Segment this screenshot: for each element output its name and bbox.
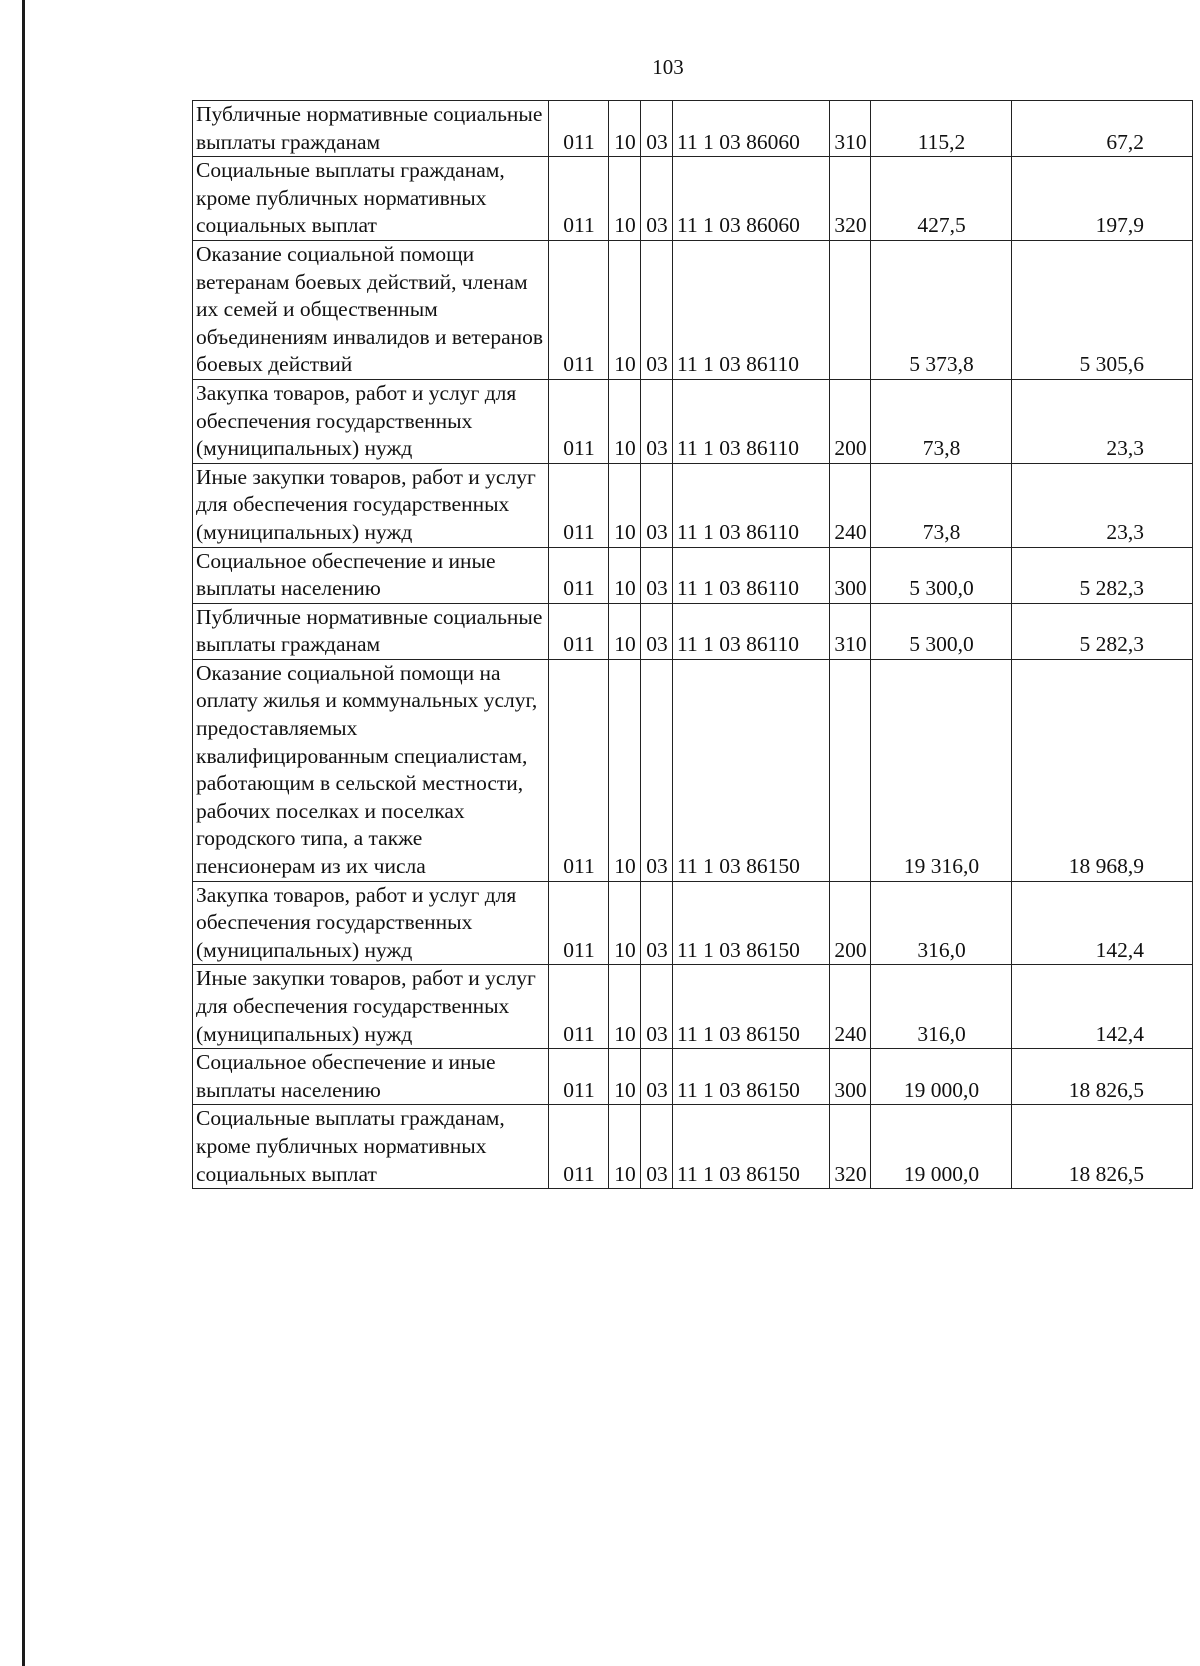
section-code-cell: 10 — [609, 240, 641, 379]
subsection-code-cell: 03 — [641, 1049, 673, 1105]
ministry-code-cell: 011 — [549, 1105, 609, 1189]
amount-executed-cell: 18 826,5 — [1012, 1049, 1193, 1105]
name-cell: Социальные выплаты гражданам, кроме публичных нормативных социальных выплат — [193, 157, 549, 241]
table-row — [193, 881, 1193, 965]
section-code-cell: 10 — [609, 1049, 641, 1105]
expense-type-cell: 240 — [830, 965, 871, 1049]
amount-planned-cell: 5 300,0 — [871, 603, 1012, 659]
amount-planned-cell: 316,0 — [871, 965, 1012, 1049]
ministry-code-cell: 011 — [549, 157, 609, 241]
target-article-cell: 11 1 03 86150 — [673, 965, 830, 1049]
target-article-cell: 11 1 03 86150 — [673, 1105, 830, 1189]
table-row — [193, 240, 1193, 379]
ministry-code-cell: 011 — [549, 463, 609, 547]
table-row — [193, 603, 1193, 659]
subsection-code-cell: 03 — [641, 379, 673, 463]
name-cell: Оказание социальной помощи ветеранам боевых действий, членам их семей и общественным объединениям инвалидов и ветеранов боевых действий — [193, 240, 549, 379]
amount-executed-cell: 5 282,3 — [1012, 547, 1193, 603]
section-code-cell: 10 — [609, 659, 641, 881]
binding-line — [22, 0, 25, 1666]
section-code-cell: 10 — [609, 547, 641, 603]
target-article-cell: 11 1 03 86060 — [673, 157, 830, 241]
expense-type-cell: 200 — [830, 881, 871, 965]
section-code-cell: 10 — [609, 379, 641, 463]
subsection-code-cell: 03 — [641, 547, 673, 603]
ministry-code-cell: 011 — [549, 881, 609, 965]
amount-executed-cell: 23,3 — [1012, 379, 1193, 463]
ministry-code-cell: 011 — [549, 547, 609, 603]
subsection-code-cell: 03 — [641, 603, 673, 659]
subsection-code-cell: 03 — [641, 659, 673, 881]
amount-executed-cell: 142,4 — [1012, 965, 1193, 1049]
amount-planned-cell: 73,8 — [871, 379, 1012, 463]
amount-planned-cell: 5 373,8 — [871, 240, 1012, 379]
budget-table — [192, 100, 1193, 1189]
target-article-cell: 11 1 03 86150 — [673, 1049, 830, 1105]
section-code-cell: 10 — [609, 603, 641, 659]
amount-executed-cell: 5 305,6 — [1012, 240, 1193, 379]
section-code-cell: 10 — [609, 463, 641, 547]
subsection-code-cell: 03 — [641, 157, 673, 241]
expense-type-cell: 300 — [830, 1049, 871, 1105]
name-cell: Социальное обеспечение и иные выплаты населению — [193, 1049, 549, 1105]
subsection-code-cell: 03 — [641, 101, 673, 157]
table-row — [193, 1049, 1193, 1105]
target-article-cell: 11 1 03 86110 — [673, 240, 830, 379]
subsection-code-cell: 03 — [641, 463, 673, 547]
name-cell: Иные закупки товаров, работ и услуг для обеспечения государственных (муниципальных) нужд — [193, 965, 549, 1049]
table-row — [193, 1105, 1193, 1189]
subsection-code-cell: 03 — [641, 881, 673, 965]
target-article-cell: 11 1 03 86110 — [673, 547, 830, 603]
table-row — [193, 101, 1193, 157]
amount-planned-cell: 5 300,0 — [871, 547, 1012, 603]
table-row — [193, 379, 1193, 463]
target-article-cell: 11 1 03 86110 — [673, 463, 830, 547]
ministry-code-cell: 011 — [549, 240, 609, 379]
expense-type-cell: 310 — [830, 101, 871, 157]
ministry-code-cell: 011 — [549, 1049, 609, 1105]
amount-executed-cell: 23,3 — [1012, 463, 1193, 547]
name-cell: Оказание социальной помощи на оплату жилья и коммунальных услуг, предоставляемых квалифицированным специалистам, работающим в сельской местности, рабочих поселках и поселках городского типа, а также пенсионерам из их числа — [193, 659, 549, 881]
amount-planned-cell: 73,8 — [871, 463, 1012, 547]
subsection-code-cell: 03 — [641, 1105, 673, 1189]
expense-type-cell: 200 — [830, 379, 871, 463]
expense-type-cell — [830, 659, 871, 881]
name-cell: Социальное обеспечение и иные выплаты населению — [193, 547, 549, 603]
ministry-code-cell: 011 — [549, 965, 609, 1049]
page-number: 103 — [652, 55, 684, 79]
amount-planned-cell: 19 000,0 — [871, 1049, 1012, 1105]
expense-type-cell: 320 — [830, 157, 871, 241]
name-cell: Иные закупки товаров, работ и услуг для обеспечения государственных (муниципальных) нужд — [193, 463, 549, 547]
name-cell: Закупка товаров, работ и услуг для обеспечения государственных (муниципальных) нужд — [193, 379, 549, 463]
amount-executed-cell: 142,4 — [1012, 881, 1193, 965]
amount-planned-cell: 19 000,0 — [871, 1105, 1012, 1189]
amount-executed-cell: 67,2 — [1012, 101, 1193, 157]
section-code-cell: 10 — [609, 101, 641, 157]
target-article-cell: 11 1 03 86150 — [673, 881, 830, 965]
section-code-cell: 10 — [609, 881, 641, 965]
section-code-cell: 10 — [609, 1105, 641, 1189]
target-article-cell: 11 1 03 86150 — [673, 659, 830, 881]
expense-type-cell: 300 — [830, 547, 871, 603]
expense-type-cell: 240 — [830, 463, 871, 547]
subsection-code-cell: 03 — [641, 965, 673, 1049]
subsection-code-cell: 03 — [641, 240, 673, 379]
table-row — [193, 157, 1193, 241]
amount-planned-cell: 19 316,0 — [871, 659, 1012, 881]
table-row — [193, 965, 1193, 1049]
table-row — [193, 547, 1193, 603]
expense-type-cell: 320 — [830, 1105, 871, 1189]
section-code-cell: 10 — [609, 157, 641, 241]
amount-planned-cell: 316,0 — [871, 881, 1012, 965]
name-cell: Публичные нормативные социальные выплаты гражданам — [193, 603, 549, 659]
amount-executed-cell: 5 282,3 — [1012, 603, 1193, 659]
ministry-code-cell: 011 — [549, 603, 609, 659]
table-row — [193, 659, 1193, 881]
ministry-code-cell: 011 — [549, 379, 609, 463]
amount-executed-cell: 18 826,5 — [1012, 1105, 1193, 1189]
budget-table-body — [193, 101, 1193, 1189]
target-article-cell: 11 1 03 86110 — [673, 603, 830, 659]
amount-executed-cell: 18 968,9 — [1012, 659, 1193, 881]
target-article-cell: 11 1 03 86110 — [673, 379, 830, 463]
name-cell: Социальные выплаты гражданам, кроме публичных нормативных социальных выплат — [193, 1105, 549, 1189]
target-article-cell: 11 1 03 86060 — [673, 101, 830, 157]
name-cell: Публичные нормативные социальные выплаты гражданам — [193, 101, 549, 157]
name-cell: Закупка товаров, работ и услуг для обеспечения государственных (муниципальных) нужд — [193, 881, 549, 965]
amount-executed-cell: 197,9 — [1012, 157, 1193, 241]
ministry-code-cell: 011 — [549, 101, 609, 157]
amount-planned-cell: 115,2 — [871, 101, 1012, 157]
expense-type-cell — [830, 240, 871, 379]
expense-type-cell: 310 — [830, 603, 871, 659]
amount-planned-cell: 427,5 — [871, 157, 1012, 241]
table-row — [193, 463, 1193, 547]
ministry-code-cell: 011 — [549, 659, 609, 881]
section-code-cell: 10 — [609, 965, 641, 1049]
